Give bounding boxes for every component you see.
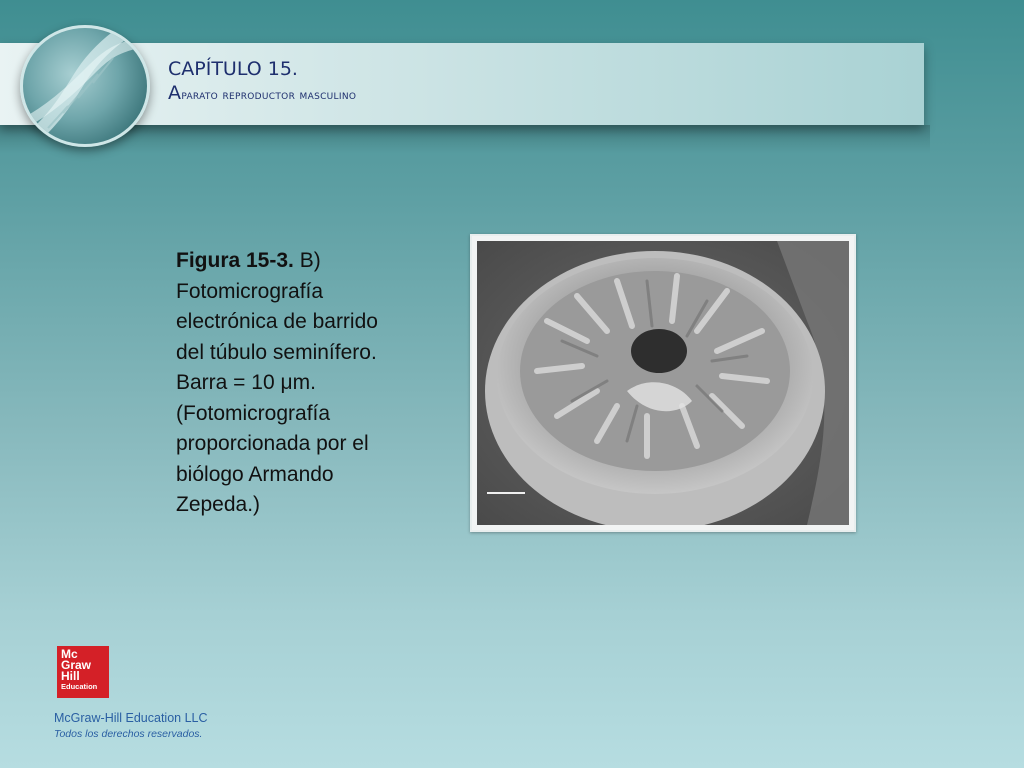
caption-line: Zepeda.) [176,493,261,516]
caption-line: B) [293,249,321,272]
chapter-subtitle: Aparato reproductor masculino [168,82,357,104]
figure-label: Figura 15-3. [176,249,294,272]
caption-line: del túbulo seminífero. [176,340,377,364]
caption-line: (Fotomicrografía [176,401,331,425]
logo-line: Education [61,682,98,691]
caption-line: electrónica de barrido [176,310,378,333]
logo-line: Mc [61,647,78,661]
logo-line: Hill [61,669,80,683]
header-shadow [0,125,930,153]
caption-line: Barra = 10 μm. [176,371,316,394]
footer-company: McGraw-Hill Education LLC [54,711,208,725]
mcgraw-hill-logo [57,646,109,698]
chromosome-emblem-icon [20,25,150,147]
figure-caption [176,246,446,521]
caption-line: proporcionada por el [176,432,369,455]
chapter-title: CAPÍTULO 15. [168,58,298,80]
micrograph-frame [470,234,856,532]
seminiferous-tubule-micrograph [477,241,849,525]
footer-rights: Todos los derechos reservados. [54,728,203,740]
slide-title [168,56,356,107]
logo-line: Graw [61,658,92,672]
caption-line: biólogo Armando [176,462,334,486]
caption-line: Fotomicrografía [176,279,324,303]
